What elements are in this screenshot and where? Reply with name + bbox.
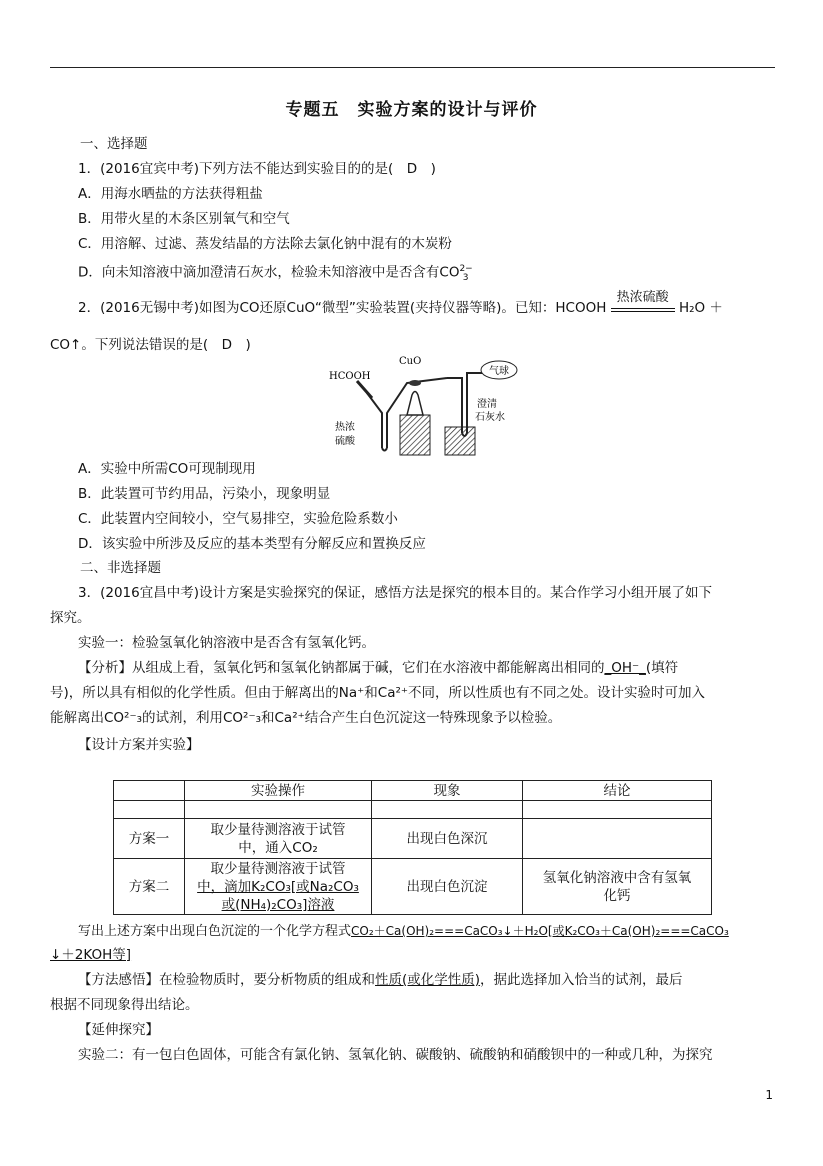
q2-stem-line2: CO↑。下列说法错误的是( D ): [50, 337, 251, 353]
extension-heading: 【延伸探究】: [78, 1022, 159, 1038]
q1-option-d: D．向未知溶液中滴加澄清石灰水，检验未知溶液中是否含有$CO^{2-}_3$: [78, 264, 473, 284]
table-cell: 出现白色沉淀: [372, 859, 523, 915]
experiment-one: 实验一：检验氢氧化钠溶液中是否含有氢氧化钙。: [78, 635, 375, 651]
table-header: [114, 781, 185, 801]
answer-blank: CO₂＋Ca(OH)₂===CaCO₃↓＋H₂O[或K₂CO₃＋Ca(OH)₂===CaCO₃: [351, 924, 729, 938]
q3-stem-line1: 3．(2016宜昌中考)设计方案是实验探究的保证，感悟方法是探究的根本目的。某合作学习小组开展了如下: [78, 585, 712, 601]
q1-option-c: C．用溶解、过滤、蒸发结晶的方法除去氯化钠中混有的木炭粉: [78, 236, 452, 252]
q1-stem: 1．(2016宜宾中考)下列方法不能达到实验目的的是( D ): [78, 161, 436, 177]
table-header: 现象: [372, 781, 523, 801]
analysis-line3: 能解离出CO²⁻₃的试剂，利用CO²⁻₃和Ca²⁺结合产生白色沉淀这一特殊现象予以检验。: [50, 710, 562, 726]
section-heading: 二、非选择题: [80, 560, 161, 576]
method-line2: 根据不同现象得出结论。: [50, 997, 199, 1013]
acid-label-1: 热浓: [335, 422, 355, 433]
table-cell: 取少量待测溶液于试管 中，通入CO₂: [185, 819, 372, 859]
table-row: [114, 801, 712, 819]
section-heading: 一、选择题: [80, 136, 148, 152]
design-heading: 【设计方案并实验】: [78, 737, 200, 753]
page-number: 1: [765, 1088, 773, 1102]
equation-line2: ↓＋2KOH等]: [50, 947, 132, 963]
table-header-row: [114, 781, 712, 801]
table-cell: 取少量待测溶液于试管 中，滴加K₂CO₃[或Na₂CO₃ 或(NH₄)₂CO₃]溶液: [185, 859, 372, 915]
q2-option-b: B．此装置可节约用品，污染小，现象明显: [78, 486, 331, 502]
apparatus-diagram: [327, 353, 523, 463]
table-cell: 方案二: [114, 859, 185, 915]
table-cell: 氢氧化钠溶液中含有氢氧 化钙: [523, 859, 712, 915]
q1-option-a: A．用海水晒盐的方法获得粗盐: [78, 186, 263, 202]
table-cell: 出现白色深沉: [372, 819, 523, 859]
table-row: [114, 859, 712, 915]
analysis-line2: 号)，所以具有相似的化学性质。但由于解离出的Na⁺和Ca²⁺不同，所以性质也有不同之处。设计实验时可加入: [50, 685, 705, 701]
table-header: 实验操作: [185, 781, 372, 801]
header-rule: [50, 67, 775, 68]
page-title: 专题五 实验方案的设计与评价: [285, 100, 538, 120]
equation-line1: 写出上述方案中出现白色沉淀的一个化学方程式CO₂＋Ca(OH)₂===CaCO₃↓＋H₂O[或K₂CO₃＋Ca(OH)₂===CaCO₃: [78, 924, 729, 939]
table-header: 结论: [523, 781, 712, 801]
answer-blank: _OH⁻_: [604, 660, 646, 676]
table-cell: 方案一: [114, 819, 185, 859]
q1-option-b: B．用带火星的木条区别氧气和空气: [78, 211, 290, 227]
q2-option-d: D．该实验中所涉及反应的基本类型有分解反应和置换反应: [78, 536, 426, 552]
lime-label-1: 澄清: [477, 399, 497, 410]
table-cell: [523, 819, 712, 859]
experiment-two: 实验二：有一包白色固体，可能含有氯化钠、氢氧化钠、碳酸钠、硫酸钠和硝酸钡中的一种或几种，为探究: [78, 1047, 713, 1063]
hcooh-label: HCOOH: [329, 371, 371, 382]
q3-stem-line2: 探究。: [50, 610, 91, 626]
lime-label-2: 石灰水: [475, 412, 505, 423]
q2-option-c: C．此装置内空间较小，空气易排空，实验危险系数小: [78, 511, 398, 527]
answer-blank: 性质(或化学性质): [375, 972, 481, 988]
q2-stem-line1: 2．(2016无锡中考)如图为CO还原CuO“微型”实验装置(夹持仪器等略)。已知：HCOOH 热浓硫酸 H₂O ＋: [78, 290, 723, 316]
analysis-line1: 【分析】从组成上看，氢氧化钙和氢氧化钠都属于碱，它们在水溶液中都能解离出相同的_OH⁻_(填符: [78, 660, 679, 676]
table-row: [114, 819, 712, 859]
cuo-label: CuO: [399, 356, 422, 367]
reaction-condition: 热浓硫酸: [616, 290, 669, 305]
q2-option-a: A．实验中所需CO可现制现用: [78, 461, 256, 477]
acid-label-2: 硫酸: [335, 436, 355, 447]
experiment-table: [113, 780, 712, 915]
balloon-label: 气球: [489, 366, 509, 377]
method-line1: 【方法感悟】在检验物质时，要分析物质的组成和性质(或化学性质)，据此选择加入恰当的试剂，最后: [78, 972, 683, 988]
